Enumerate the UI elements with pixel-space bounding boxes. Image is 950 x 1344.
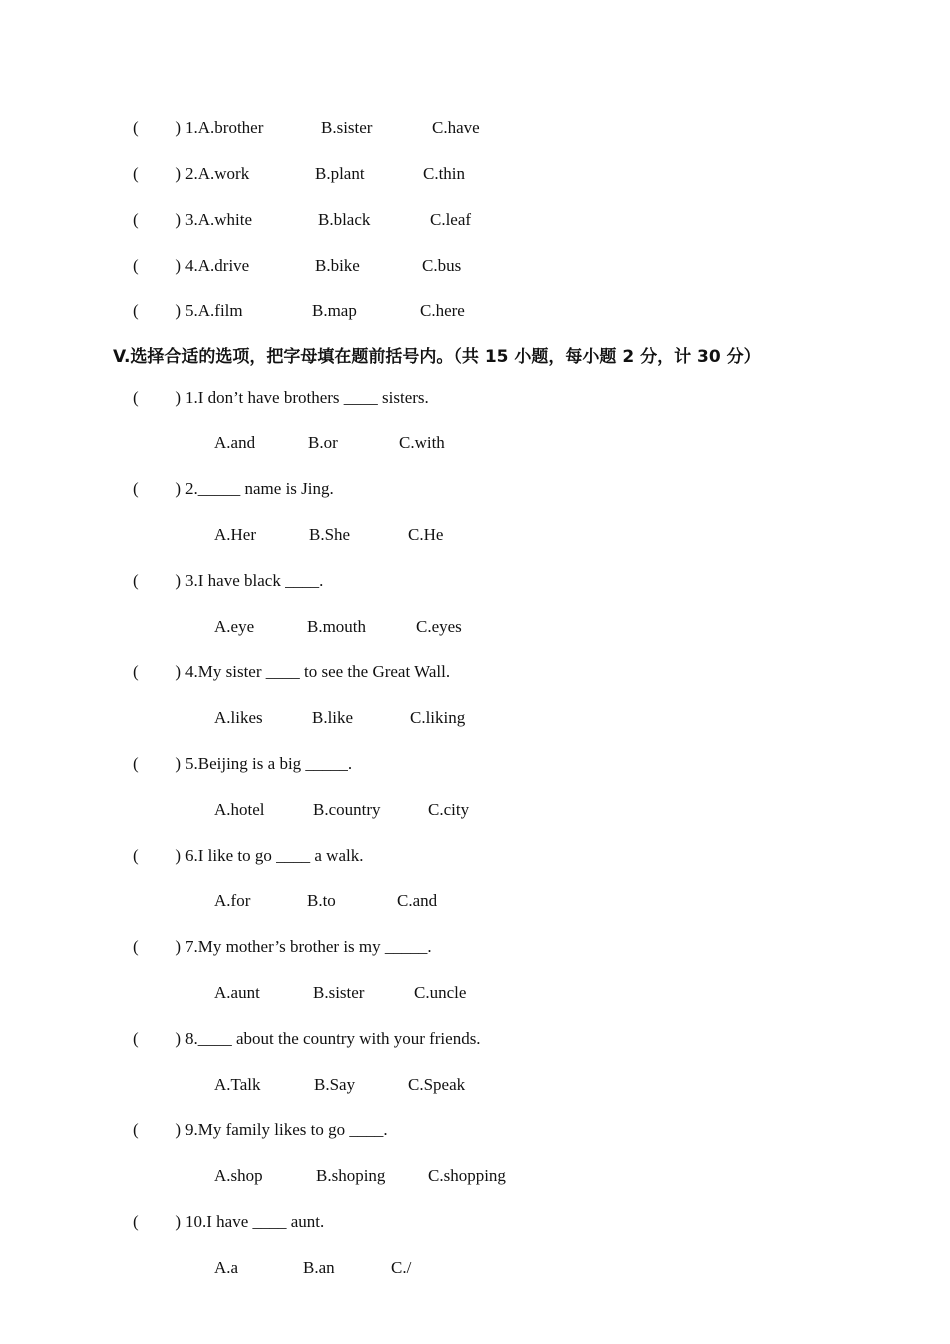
bracket-open: ( [133, 1120, 139, 1139]
bracket-close: ) [175, 1212, 181, 1231]
bracket-open: ( [133, 1212, 139, 1231]
option-b: B.to [307, 891, 336, 910]
option-c: C./ [391, 1258, 412, 1277]
bracket-open: ( [133, 662, 139, 681]
answer-bracket[interactable] [133, 1210, 181, 1234]
question-text: 3.I have black ____. [185, 571, 324, 590]
question-text: 1.I don’t have brothers ____ sisters. [185, 388, 429, 407]
option-a: A.Talk [214, 1075, 261, 1094]
word-item-row [0, 299, 950, 323]
bracket-open: ( [133, 754, 139, 773]
question-text: 6.I like to go ____ a walk. [185, 846, 364, 865]
bracket-close: ) [175, 118, 181, 137]
question-row [0, 844, 950, 868]
question-row [0, 660, 950, 684]
answer-bracket[interactable] [133, 162, 181, 186]
item-number: 4. [185, 256, 198, 275]
option-c: C.and [397, 891, 438, 910]
question-row [0, 1210, 950, 1234]
bracket-close: ) [175, 479, 181, 498]
option-b: B.or [308, 433, 338, 452]
option-a: A.drive [197, 256, 250, 275]
option-a: A.shop [214, 1166, 263, 1185]
option-c: C.bus [422, 256, 462, 275]
question-text: 8.____ about the country with your friends. [185, 1029, 481, 1048]
option-b: B.country [313, 800, 381, 819]
answer-bracket[interactable] [133, 569, 181, 593]
bracket-close: ) [175, 662, 181, 681]
option-a: A.work [197, 164, 250, 183]
option-c: C.with [399, 433, 445, 452]
question-row [0, 386, 950, 410]
bracket-open: ( [133, 210, 139, 229]
question-row [0, 1027, 950, 1051]
option-b: B.an [303, 1258, 335, 1277]
option-row [0, 1164, 950, 1188]
bracket-close: ) [175, 301, 181, 320]
bracket-open: ( [133, 479, 139, 498]
option-b: B.sister [313, 983, 365, 1002]
word-item-row [0, 254, 950, 278]
question-row [0, 1118, 950, 1142]
option-b: B.mouth [307, 617, 367, 636]
option-c: C.uncle [414, 983, 467, 1002]
option-a: A.aunt [214, 983, 260, 1002]
answer-bracket[interactable] [133, 844, 181, 868]
option-c: C.He [408, 525, 444, 544]
option-c: C.liking [410, 708, 466, 727]
answer-bracket[interactable] [133, 1027, 181, 1051]
answer-bracket[interactable] [133, 299, 181, 323]
option-c: C.city [428, 800, 470, 819]
option-b: B.plant [315, 164, 365, 183]
question-row [0, 477, 950, 501]
question-row [0, 752, 950, 776]
question-row [0, 569, 950, 593]
bracket-open: ( [133, 118, 139, 137]
question-text: 4.My sister ____ to see the Great Wall. [185, 662, 451, 681]
bracket-open: ( [133, 1029, 139, 1048]
question-text: 2._____ name is Jing. [185, 479, 334, 498]
option-a: A.white [197, 210, 253, 229]
option-c: C.here [420, 301, 465, 320]
option-b: B.She [309, 525, 351, 544]
option-c: C.Speak [408, 1075, 466, 1094]
question-text: 10.I have ____ aunt. [185, 1212, 325, 1231]
option-b: B.map [312, 301, 357, 320]
word-item-row [0, 116, 950, 140]
option-a: A.Her [214, 525, 257, 544]
option-b: B.shoping [316, 1166, 386, 1185]
option-a: A.hotel [214, 800, 265, 819]
option-row [0, 431, 950, 455]
option-c: C.thin [423, 164, 466, 183]
bracket-open: ( [133, 164, 139, 183]
option-a: A.film [197, 301, 243, 320]
answer-bracket[interactable] [133, 752, 181, 776]
bracket-close: ) [175, 754, 181, 773]
bracket-close: ) [175, 846, 181, 865]
bracket-close: ) [175, 164, 181, 183]
option-b: B.like [312, 708, 354, 727]
option-b: B.Say [314, 1075, 356, 1094]
bracket-close: ) [175, 210, 181, 229]
option-a: A.eye [214, 617, 255, 636]
bracket-open: ( [133, 846, 139, 865]
option-c: C.have [432, 118, 480, 137]
word-item-row [0, 162, 950, 186]
option-c: C.shopping [428, 1166, 506, 1185]
section-v-heading: V.选择合适的选项，把字母填在题前括号内。（共 15 小题，每小题 2 分，计 30 分） [113, 347, 761, 367]
item-number: 3. [185, 210, 198, 229]
bracket-close: ) [175, 388, 181, 407]
option-c: C.eyes [416, 617, 462, 636]
option-row [0, 706, 950, 730]
option-a: A.for [214, 891, 251, 910]
answer-bracket[interactable] [133, 660, 181, 684]
answer-bracket[interactable] [133, 208, 181, 232]
item-number: 2. [185, 164, 198, 183]
option-row [0, 981, 950, 1005]
word-item-row [0, 208, 950, 232]
bracket-open: ( [133, 388, 139, 407]
option-row [0, 798, 950, 822]
answer-bracket[interactable] [133, 386, 181, 410]
bracket-open: ( [133, 571, 139, 590]
item-number: 5. [185, 301, 198, 320]
bracket-close: ) [175, 1029, 181, 1048]
option-b: B.sister [321, 118, 373, 137]
option-row [0, 889, 950, 913]
answer-bracket[interactable] [133, 254, 181, 278]
option-row [0, 615, 950, 639]
bracket-close: ) [175, 937, 181, 956]
question-text: 5.Beijing is a big _____. [185, 754, 353, 773]
option-row [0, 1256, 950, 1280]
option-row [0, 1073, 950, 1097]
answer-bracket[interactable] [133, 1118, 181, 1142]
bracket-close: ) [175, 1120, 181, 1139]
option-a: A.a [214, 1258, 239, 1277]
answer-bracket[interactable] [133, 477, 181, 501]
option-c: C.leaf [430, 210, 472, 229]
bracket-close: ) [175, 571, 181, 590]
question-row [0, 935, 950, 959]
bracket-close: ) [175, 256, 181, 275]
option-b: B.bike [315, 256, 360, 275]
item-number: 1. [185, 118, 198, 137]
answer-bracket[interactable] [133, 116, 181, 140]
bracket-open: ( [133, 937, 139, 956]
option-a: A.brother [197, 118, 264, 137]
option-b: B.black [318, 210, 371, 229]
option-row [0, 523, 950, 547]
bracket-open: ( [133, 256, 139, 275]
option-a: A.and [214, 433, 256, 452]
question-text: 9.My family likes to go ____. [185, 1120, 388, 1139]
question-text: 7.My mother’s brother is my _____. [185, 937, 432, 956]
option-a: A.likes [214, 708, 263, 727]
answer-bracket[interactable] [133, 935, 181, 959]
bracket-open: ( [133, 301, 139, 320]
